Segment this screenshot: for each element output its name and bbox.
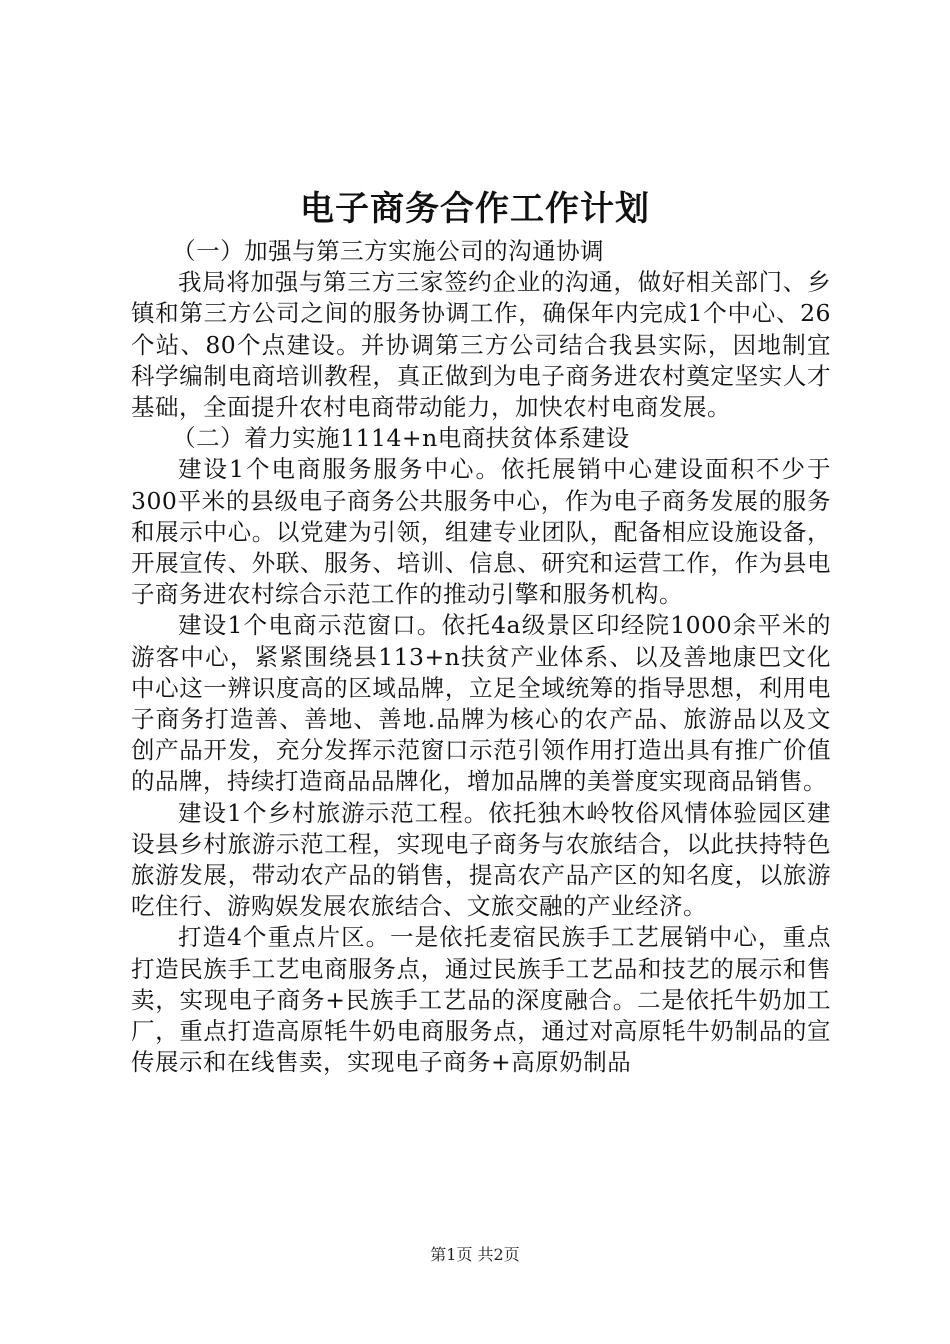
paragraph-3: 建设1个电商示范窗口。依托4a级景区印经院1000余平米的游客中心，紧紧围绕县113+n扶贫产业体系、以及善地康巴文化中心这一辨识度高的区域品牌，立足全域统筹的指导思想，利用电子商务打造善、善地、善地.品牌为核心的农产品、旅游品以及文创产品开发，充分发挥示范窗口示范引领作用打造出具有推广价值的品牌，持续打造商品品牌化，增加品牌的美誉度实现商品销售。 (131, 611, 831, 796)
document-body (131, 236, 831, 1078)
section-heading-1: （一）加强与第三方实施公司的沟通协调 (172, 237, 605, 265)
paragraph-4: 建设1个乡村旅游示范工程。依托独木岭牧俗风情体验园区建设县乡村旅游示范工程，实现电子商务与农旅结合，以此扶持特色旅游发展，带动农产品的销售，提高农产品产区的知名度，以旅游吃住行、游购娱发展农旅结合、文旅交融的产业经济。 (131, 798, 831, 921)
section-heading-2: （二）着力实施1114+n电商扶贫体系建设 (172, 424, 630, 453)
paragraph-2: 建设1个电商服务服务中心。依托展销中心建设面积不少于300平米的县级电子商务公共服务中心，作为电子商务发展的服务和展示中心。以党建为引领，组建专业团队，配备相应设施设备，开展宣传、外联、服务、培训、信息、研究和运营工作，作为县电子商务进农村综合示范工作的推动引擎和服务机构。 (131, 455, 831, 609)
document-title: 电子商务合作工作计划 (300, 189, 650, 229)
paragraph-1: 我局将加强与第三方三家签约企业的沟通，做好相关部门、乡镇和第三方公司之间的服务协调工作，确保年内完成1个中心、26个站、80个点建设。并协调第三方公司结合我县实际，因地制宜科学编制电商培训教程，真正做到为电子商务进农村奠定坚实人才基础，全面提升农村电商带动能力，加快农村电商发展。 (131, 268, 831, 422)
page-footer: 第1页 共2页 (430, 1245, 520, 1264)
paragraph-5: 打造4个重点片区。一是依托麦宿民族手工艺展销中心，重点打造民族手工艺电商服务点，通过民族手工艺品和技艺的展示和售卖，实现电子商务+民族手工艺品的深度融合。二是依托牛奶加工厂，重点打造高原牦牛奶电商服务点，通过对高原牦牛奶制品的宣传展示和在线售卖，实现电子商务+高原奶制品 (131, 923, 831, 1077)
